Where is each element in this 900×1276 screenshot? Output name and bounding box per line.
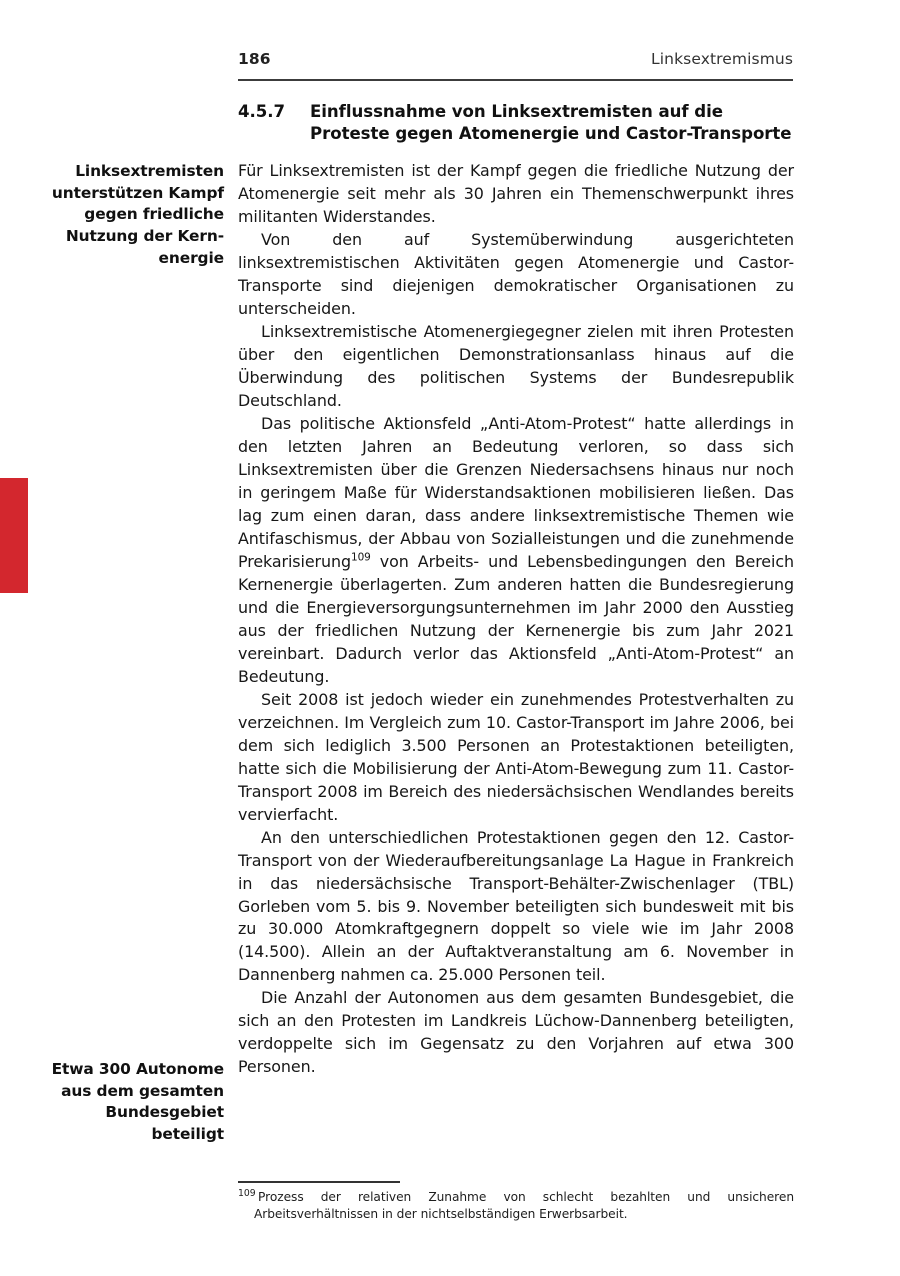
footnote-block: [238, 1189, 794, 1223]
body-paragraph: An den unterschiedlichen Protestaktionen gegen den 12. Castor-Transport von der Wiederaufbereitungsanlage La Hague in Frankreich in das niedersächsische Transport-Behälter-Zwischenlager (TBL) Gorleben vom 5. bis 9. November beteiligten sich bundesweit mit bis zu 30.000 Atomkraftgegnern doppelt so viele wie im Jahr 2008 (14.500). Allein an der Auftaktveranstaltung am 6. November in Dannenberg nahmen ca. 25.000 Personen teil.: [238, 827, 794, 985]
chapter-edge-tab-marker: [0, 478, 28, 593]
body-paragraph: Die Anzahl der Autonomen aus dem gesamten Bundesgebiet, die sich an den Protesten im Landkreis Lüchow-Dannenberg beteiligten, verdoppelte sich im Gegensatz zu den Vorjahren auf etwa 300 Personen.: [238, 988, 794, 1077]
footnote-text: Prozess der relativen Zunahme von schlecht bezahlten und unsicheren Arbeitsverhältnissen in der nichtselbständigen Erwerbsarbeit.: [254, 1190, 794, 1222]
running-head: [238, 50, 793, 68]
page-number: 186: [238, 50, 271, 68]
running-head-chapter-title: Linksextremismus: [651, 50, 793, 68]
footnote-separator-rule: [238, 1181, 400, 1183]
body-paragraph-head: Das politische Aktionsfeld „Anti-Atom-Protest“ hatte allerdings in den letzten Jahren an Bedeutung verloren, so dass sich Linksextremisten über die Grenzen Niedersachsens hinaus nur noch in geringem Maße für Widerstandsaktionen mobilisieren ließen. Das lag zum einen daran, dass andere linksextremistische Themen wie Antifaschismus, der Abbau von Sozialleistungen und die zunehmende Prekarisierung: [238, 413, 794, 571]
section-heading: [238, 101, 794, 145]
section-number: 4.5.7: [238, 102, 285, 121]
body-paragraph: Für Linksextremisten ist der Kampf gegen die friedliche Nutzung der Atomenergie seit mehr als 30 Jahren ein Themenschwerpunkt ihres militanten Widerstandes.: [238, 161, 794, 226]
body-paragraph: Linksextremistische Atomenergiegegner zielen mit ihren Protesten über den eigentlichen Demonstrationsanlass hinaus auf die Überwindung des politischen Systems der Bundesrepublik Deutschland.: [238, 321, 794, 410]
footnote-marker: 109: [238, 1187, 256, 1199]
body-text-column: [238, 160, 794, 1102]
body-paragraph-with-footnote: [238, 413, 794, 689]
section-title: Einflussnahme von Linksextremisten auf die Proteste gegen Atomenergie und Castor-Transporte: [310, 102, 792, 144]
body-paragraph-tail: von Arbeits- und Lebensbedingungen den Bereich Kernenergie überlagerten. Zum anderen hatten die Bundesregierung und die Energieversorgungsunternehmen im Jahr 2000 den Ausstieg aus der friedlichen Nutzung der Kernenergie bis zum Jahr 2021 vereinbart. Dadurch verlor das Aktionsfeld „Anti-Atom-Protest“ an Bedeutung.: [238, 551, 794, 686]
margin-note-top: Linksextremisten unterstützen Kampf gegen friedliche Nutzung der Kern-energie: [51, 162, 224, 267]
body-paragraph: Von den auf Systemüberwindung ausgerichteten linksextremistischen Aktivitäten gegen Atomenergie und Castor-Transporte sind diejenigen demokratischer Organisationen zu unterscheiden.: [238, 229, 794, 318]
footnote-item: [238, 1189, 794, 1223]
margin-note-bottom: Etwa 300 Autonome aus dem gesamten Bundesgebiet beteiligt: [51, 1060, 224, 1143]
body-paragraph: Seit 2008 ist jedoch wieder ein zunehmendes Protestverhalten zu verzeichnen. Im Vergleich zum 10. Castor-Transport im Jahre 2006, bei dem sich lediglich 3.500 Personen an Protestaktionen beteiligten, hatte sich die Mobilisierung der Anti-Atom-Bewegung zum 11. Castor-Transport 2008 im Bereich des niedersächsischen Wendlandes bereits vervierfacht.: [238, 689, 794, 824]
running-head-rule: [238, 79, 793, 81]
footnote-reference-109: 109: [351, 551, 371, 564]
